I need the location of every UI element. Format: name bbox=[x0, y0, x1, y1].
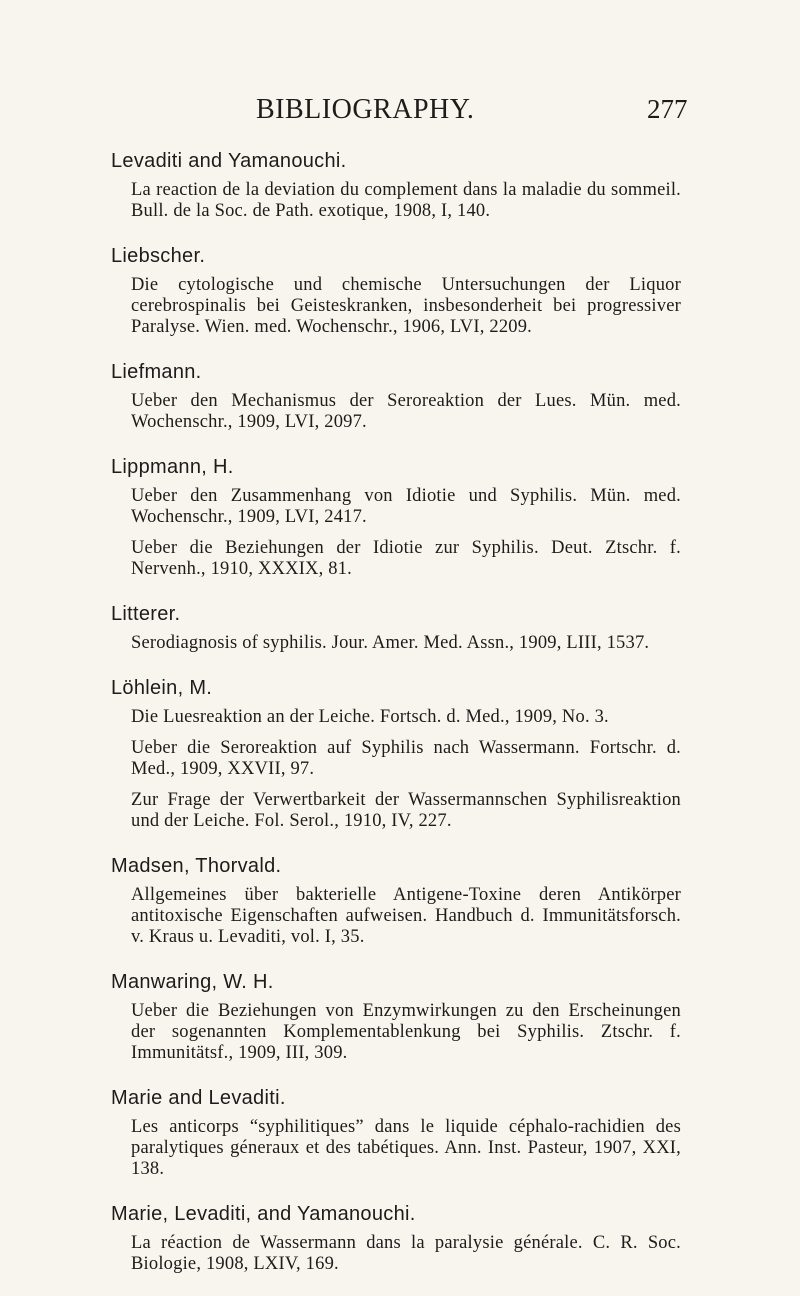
bibliography-entry bbox=[111, 969, 681, 1064]
bibliography-entry bbox=[111, 675, 681, 832]
running-head bbox=[0, 94, 800, 134]
entry-citation: La réaction de Wassermann dans la paralysie générale. C. R. Soc. Biologie, 1908, LXIV, 169. bbox=[131, 1233, 681, 1274]
bibliography-entry bbox=[111, 601, 681, 654]
bibliography-entry bbox=[111, 359, 681, 433]
entry-author: Manwaring, W. H. bbox=[111, 971, 274, 993]
page-number: 277 bbox=[647, 94, 688, 124]
entry-author: Lippmann, H. bbox=[111, 456, 234, 478]
entry-citation: Zur Frage der Verwertbarkeit der Wassermannschen Syphilisreaktion und der Leiche. Fol. Serol., 1910, IV, 227. bbox=[131, 790, 681, 831]
entry-citation: Les anticorps “syphilitiques” dans le liquide céphalo-rachidien des paralytiques géneraux et des tabétiques. Ann. Inst. Pasteur, 1907, XXI, 138. bbox=[131, 1117, 681, 1179]
entry-citation: Allgemeines über bakterielle Antigene-Toxine deren Antikörper antitoxische Eigenschaften aufweisen. Handbuch d. Immunitätsforsch. v. Kraus u. Levaditi, vol. I, 35. bbox=[131, 885, 681, 947]
bibliography-entry bbox=[111, 1085, 681, 1180]
entry-author: Liebscher. bbox=[111, 245, 206, 267]
entry-citation: La reaction de la deviation du complement dans la maladie du sommeil. Bull. de la Soc. de Path. exotique, 1908, I, 140. bbox=[131, 180, 681, 221]
entry-citation: Serodiagnosis of syphilis. Jour. Amer. Med. Assn., 1909, LIII, 1537. bbox=[131, 633, 650, 653]
entry-author: Litterer. bbox=[111, 603, 181, 625]
entry-citation: Ueber den Zusammenhang von Idiotie und Syphilis. Mün. med. Wochenschr., 1909, LVI, 2417. bbox=[131, 486, 681, 527]
bibliography-entry bbox=[111, 1201, 681, 1275]
entry-citation: Ueber die Beziehungen von Enzymwirkungen zu den Erscheinungen der sogenannten Komplementablenkung bei Syphilis. Ztschr. f. Immunitätsf., 1909, III, 309. bbox=[131, 1001, 681, 1063]
entry-author: Levaditi and Yamanouchi. bbox=[111, 150, 347, 172]
bibliography-entry bbox=[111, 454, 681, 580]
entry-author: Liefmann. bbox=[111, 361, 202, 383]
entry-author: Marie, Levaditi, and Yamanouchi. bbox=[111, 1203, 416, 1225]
bibliography-entry bbox=[111, 243, 681, 338]
entry-author: Marie and Levaditi. bbox=[111, 1087, 286, 1109]
entry-citation: Ueber den Mechanismus der Seroreaktion der Lues. Mün. med. Wochenschr., 1909, LVI, 2097. bbox=[131, 391, 681, 432]
entry-author: Madsen, Thorvald. bbox=[111, 855, 282, 877]
entry-citation: Die Luesreaktion an der Leiche. Fortsch. d. Med., 1909, No. 3. bbox=[131, 707, 609, 727]
bibliography-entry bbox=[111, 853, 681, 948]
entry-citation: Ueber die Beziehungen der Idiotie zur Syphilis. Deut. Ztschr. f. Nervenh., 1910, XXXIX, 81. bbox=[131, 538, 681, 579]
bibliography-entry bbox=[111, 148, 681, 222]
page-title: BIBLIOGRAPHY. bbox=[256, 94, 475, 125]
entry-citation: Die cytologische und chemische Untersuchungen der Liquor cerebrospinalis bei Geisteskranken, insbesonderheit bei progressiver Paralyse. Wien. med. Wochenschr., 1906, LVI, 2209. bbox=[131, 275, 681, 337]
entry-citation: Ueber die Seroreaktion auf Syphilis nach Wassermann. Fortschr. d. Med., 1909, XXVII, 97. bbox=[131, 738, 681, 779]
entry-author: Löhlein, M. bbox=[111, 677, 213, 699]
bibliography-list bbox=[111, 148, 681, 1296]
